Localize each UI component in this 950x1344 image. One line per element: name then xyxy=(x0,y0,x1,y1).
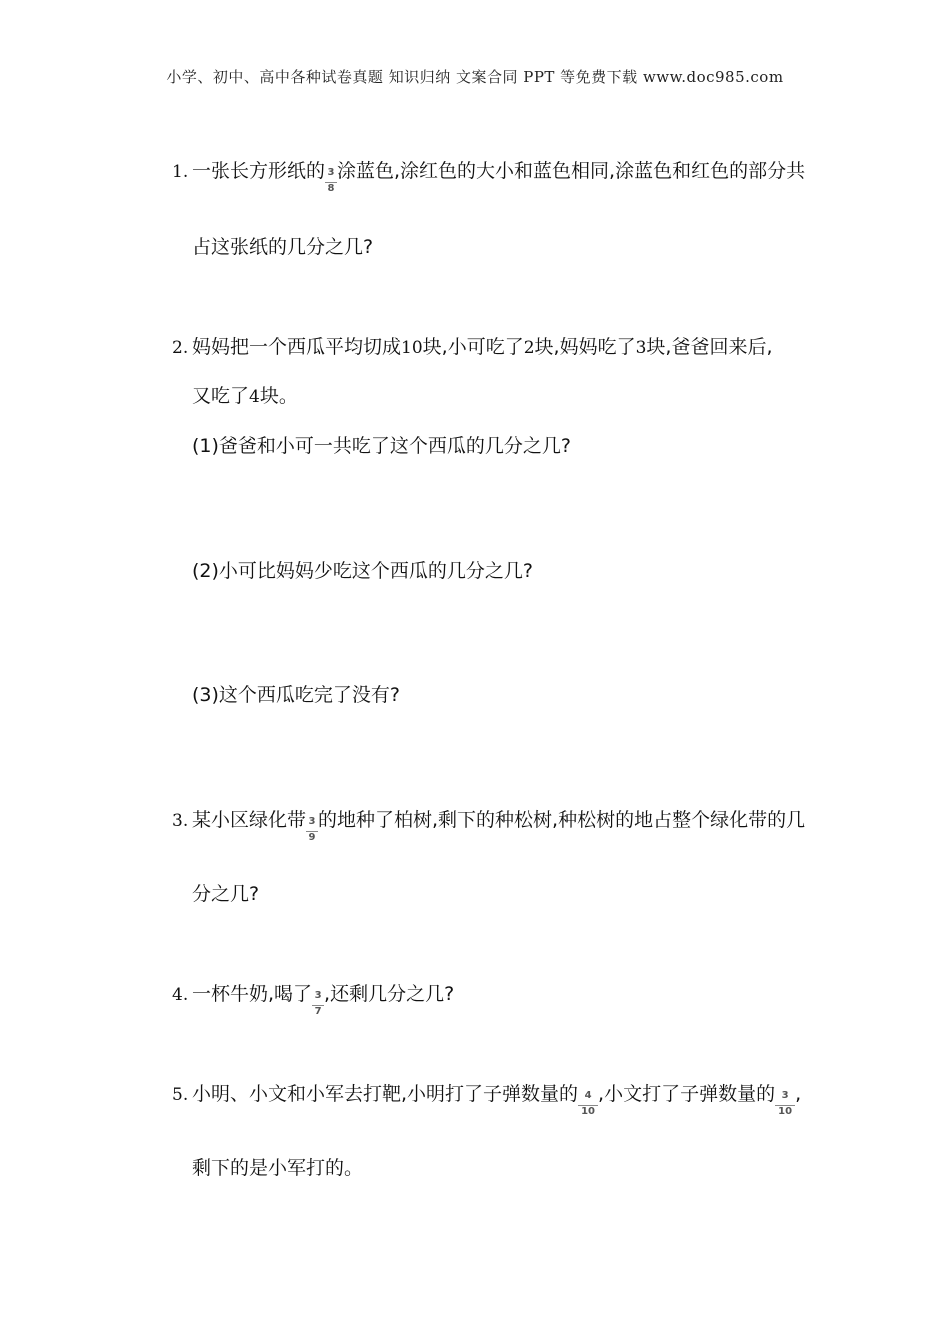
question-2-count-10: 10 xyxy=(401,338,423,358)
question-3-number: 3. xyxy=(172,811,189,831)
question-3-text-b: 的地种了柏树,剩下的种松树,种松树的地占整个绿化带的几 xyxy=(318,809,806,831)
question-2-count-4: 4 xyxy=(249,387,260,407)
question-2-text-a: 妈妈把一个西瓜平均切成 xyxy=(192,336,402,358)
question-5-text-c: , xyxy=(795,1083,802,1105)
question-1-text-b: 涂蓝色,涂红色的大小和蓝色相同,涂蓝色和红色的部分共 xyxy=(337,160,806,182)
fraction-numerator: 3 xyxy=(327,167,335,178)
question-5-text-b: ,小文打了子弹数量的 xyxy=(598,1083,776,1105)
question-5-fraction-1 xyxy=(578,1083,598,1117)
question-2-text-d: 块,爸爸回来后, xyxy=(646,336,773,358)
question-2-sub-2: (2)小可比妈妈少吃这个西瓜的几分之几? xyxy=(192,560,533,582)
question-4-fraction xyxy=(312,983,324,1017)
fraction-numerator: 3 xyxy=(308,816,316,827)
question-2-line-1 xyxy=(172,336,773,359)
question-2-line-2 xyxy=(192,385,298,408)
question-2-text-c: 块,妈妈吃了 xyxy=(534,336,636,358)
fraction-denominator: 10 xyxy=(578,1105,598,1117)
question-2-count-2: 2 xyxy=(523,338,535,358)
question-5-line-1 xyxy=(172,1083,802,1117)
question-3-text-a: 某小区绿化带 xyxy=(192,809,307,831)
question-4-text-b: ,还剩几分之几? xyxy=(324,983,455,1005)
question-4-line-1 xyxy=(172,983,455,1017)
question-2-line-2-b: 块。 xyxy=(259,385,298,407)
fraction-denominator: 7 xyxy=(312,1005,324,1017)
question-3-fraction xyxy=(306,809,318,843)
question-2-sub-1: (1)爸爸和小可一共吃了这个西瓜的几分之几? xyxy=(192,435,571,457)
question-2-number: 2. xyxy=(172,338,189,358)
question-5-number: 5. xyxy=(172,1085,189,1105)
question-5-text-a: 小明、小文和小军去打靶,小明打了子弹数量的 xyxy=(192,1083,579,1105)
question-3-line-2: 分之几? xyxy=(192,883,260,905)
question-1-fraction xyxy=(325,160,337,194)
fraction-numerator: 3 xyxy=(314,990,322,1001)
question-1-line-1 xyxy=(172,160,806,194)
fraction-numerator: 4 xyxy=(584,1090,592,1101)
question-2-line-2-a: 又吃了 xyxy=(192,385,250,407)
fraction-numerator: 3 xyxy=(781,1090,789,1101)
question-5-fraction-2 xyxy=(775,1083,795,1117)
question-1-number: 1. xyxy=(172,162,189,182)
question-3-line-1 xyxy=(172,809,806,843)
page-header: 小学、初中、高中各种试卷真题 知识归纳 文案合同 PPT 等免费下载 www.doc985.com xyxy=(166,68,784,86)
question-5-line-2: 剩下的是小军打的。 xyxy=(192,1157,364,1179)
question-2-text-b: 块,小可吃了 xyxy=(422,336,524,358)
question-2-sub-3: (3)这个西瓜吃完了没有? xyxy=(192,684,400,706)
question-1-line-2: 占这张纸的几分之几? xyxy=(192,236,374,258)
fraction-denominator: 8 xyxy=(325,182,337,194)
question-4-number: 4. xyxy=(172,985,189,1005)
question-2-count-3: 3 xyxy=(635,338,647,358)
fraction-denominator: 10 xyxy=(775,1105,795,1117)
fraction-denominator: 9 xyxy=(306,831,318,843)
question-1-text-a: 一张长方形纸的 xyxy=(192,160,326,182)
question-4-text-a: 一杯牛奶,喝了 xyxy=(192,983,313,1005)
